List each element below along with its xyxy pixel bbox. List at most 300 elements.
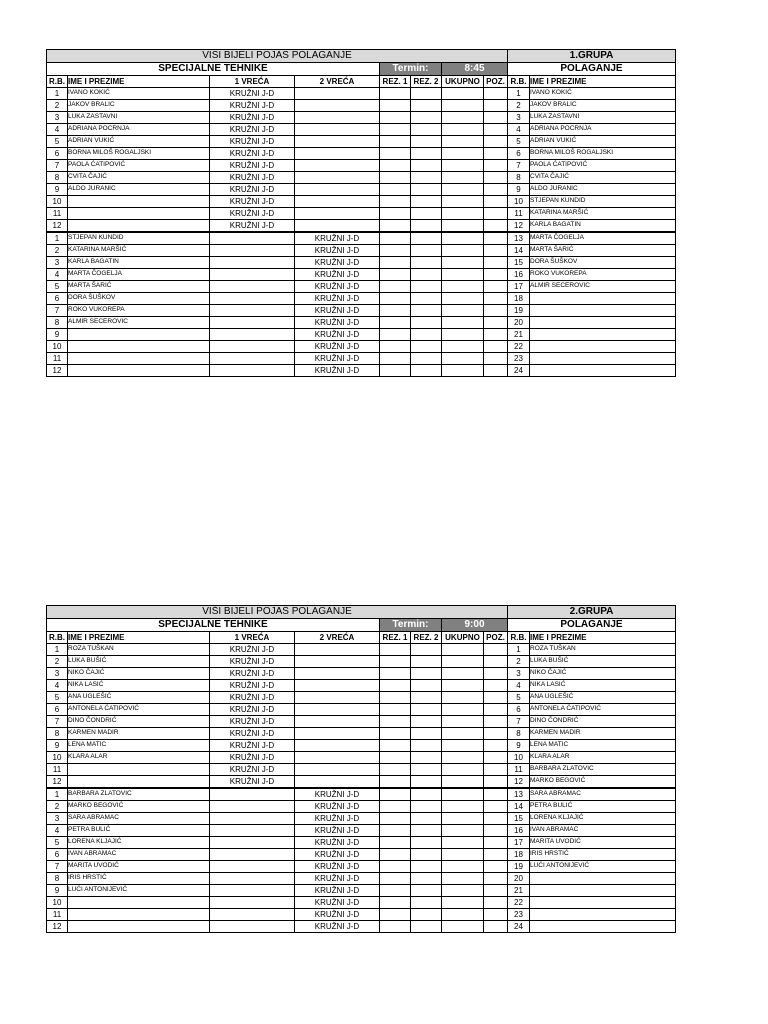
result-2-cell[interactable] (411, 921, 442, 933)
result-2-cell[interactable] (411, 196, 442, 208)
result-1-cell[interactable] (380, 281, 411, 293)
position-cell[interactable] (484, 88, 508, 100)
position-cell[interactable] (484, 752, 508, 764)
result-2-cell[interactable] (411, 269, 442, 281)
total-cell[interactable] (442, 317, 484, 329)
participant-name[interactable]: KLARA ALAR (68, 752, 210, 764)
technique-bag-2[interactable]: KRUŽNI J-D (295, 788, 380, 801)
result-2-cell[interactable] (411, 184, 442, 196)
technique-bag-2[interactable] (295, 704, 380, 716)
technique-bag-1[interactable] (210, 921, 295, 933)
technique-bag-1[interactable]: KRUŽNI J-D (210, 740, 295, 752)
result-2-cell[interactable] (411, 692, 442, 704)
total-cell[interactable] (442, 232, 484, 245)
total-cell[interactable] (442, 365, 484, 377)
result-1-cell[interactable] (380, 293, 411, 305)
technique-bag-1[interactable] (210, 365, 295, 377)
exam-participant-name[interactable] (530, 897, 676, 909)
position-cell[interactable] (484, 281, 508, 293)
technique-bag-2[interactable] (295, 740, 380, 752)
participant-name[interactable]: IVANO KOKIĆ (68, 88, 210, 100)
result-1-cell[interactable] (380, 909, 411, 921)
total-cell[interactable] (442, 656, 484, 668)
position-cell[interactable] (484, 897, 508, 909)
technique-bag-2[interactable]: KRUŽNI J-D (295, 353, 380, 365)
result-2-cell[interactable] (411, 752, 442, 764)
result-1-cell[interactable] (380, 656, 411, 668)
total-cell[interactable] (442, 728, 484, 740)
participant-name[interactable] (68, 365, 210, 377)
position-cell[interactable] (484, 801, 508, 813)
total-cell[interactable] (442, 353, 484, 365)
exam-participant-name[interactable] (530, 341, 676, 353)
technique-bag-2[interactable] (295, 172, 380, 184)
exam-participant-name[interactable]: ANA UGLEŠIĆ (530, 692, 676, 704)
technique-bag-1[interactable]: KRUŽNI J-D (210, 172, 295, 184)
technique-bag-2[interactable] (295, 196, 380, 208)
participant-name[interactable]: IVAN ABRAMAC (68, 849, 210, 861)
total-cell[interactable] (442, 196, 484, 208)
exam-participant-name[interactable]: LUĆI ANTONIJEVIĆ (530, 861, 676, 873)
exam-participant-name[interactable]: ANTONELA ĆATIPOVIĆ (530, 704, 676, 716)
technique-bag-1[interactable] (210, 329, 295, 341)
total-cell[interactable] (442, 341, 484, 353)
exam-participant-name[interactable] (530, 305, 676, 317)
technique-bag-1[interactable]: KRUŽNI J-D (210, 184, 295, 196)
position-cell[interactable] (484, 160, 508, 172)
position-cell[interactable] (484, 100, 508, 112)
result-2-cell[interactable] (411, 728, 442, 740)
result-1-cell[interactable] (380, 184, 411, 196)
technique-bag-1[interactable] (210, 897, 295, 909)
exam-participant-name[interactable] (530, 293, 676, 305)
total-cell[interactable] (442, 208, 484, 220)
position-cell[interactable] (484, 257, 508, 269)
result-2-cell[interactable] (411, 148, 442, 160)
technique-bag-1[interactable]: KRUŽNI J-D (210, 88, 295, 100)
result-2-cell[interactable] (411, 656, 442, 668)
result-2-cell[interactable] (411, 317, 442, 329)
technique-bag-2[interactable]: KRUŽNI J-D (295, 873, 380, 885)
position-cell[interactable] (484, 716, 508, 728)
technique-bag-1[interactable] (210, 245, 295, 257)
technique-bag-1[interactable]: KRUŽNI J-D (210, 220, 295, 233)
position-cell[interactable] (484, 740, 508, 752)
exam-participant-name[interactable]: KLARA ALAR (530, 752, 676, 764)
result-2-cell[interactable] (411, 100, 442, 112)
exam-participant-name[interactable] (530, 921, 676, 933)
participant-name[interactable]: DORA ŠUŠKOV (68, 293, 210, 305)
exam-participant-name[interactable]: ALDO JURANIC (530, 184, 676, 196)
exam-participant-name[interactable]: STJEPAN KUNDID (530, 196, 676, 208)
exam-participant-name[interactable]: LENA MATIC (530, 740, 676, 752)
position-cell[interactable] (484, 644, 508, 656)
total-cell[interactable] (442, 909, 484, 921)
result-1-cell[interactable] (380, 353, 411, 365)
exam-participant-name[interactable]: ADRIAN VUKIĆ (530, 136, 676, 148)
result-1-cell[interactable] (380, 232, 411, 245)
participant-name[interactable]: ALMIR SECEROVIC (68, 317, 210, 329)
technique-bag-1[interactable] (210, 849, 295, 861)
result-1-cell[interactable] (380, 716, 411, 728)
participant-name[interactable]: PETRA BULIĆ (68, 825, 210, 837)
position-cell[interactable] (484, 148, 508, 160)
technique-bag-2[interactable]: KRUŽNI J-D (295, 825, 380, 837)
result-1-cell[interactable] (380, 680, 411, 692)
result-1-cell[interactable] (380, 112, 411, 124)
participant-name[interactable] (68, 764, 210, 776)
exam-participant-name[interactable]: MARTA ČOGELJA (530, 232, 676, 245)
exam-participant-name[interactable]: PAOLA ĆATIPOVIĆ (530, 160, 676, 172)
exam-participant-name[interactable]: KATARINA MARŠIĆ (530, 208, 676, 220)
total-cell[interactable] (442, 136, 484, 148)
technique-bag-2[interactable]: KRUŽNI J-D (295, 849, 380, 861)
technique-bag-1[interactable] (210, 257, 295, 269)
technique-bag-1[interactable] (210, 269, 295, 281)
total-cell[interactable] (442, 124, 484, 136)
exam-participant-name[interactable]: IVANO KOKIĆ (530, 88, 676, 100)
result-2-cell[interactable] (411, 909, 442, 921)
exam-participant-name[interactable] (530, 317, 676, 329)
result-1-cell[interactable] (380, 801, 411, 813)
technique-bag-2[interactable]: KRUŽNI J-D (295, 257, 380, 269)
total-cell[interactable] (442, 897, 484, 909)
position-cell[interactable] (484, 317, 508, 329)
technique-bag-2[interactable]: KRUŽNI J-D (295, 885, 380, 897)
technique-bag-1[interactable]: KRUŽNI J-D (210, 136, 295, 148)
technique-bag-1[interactable]: KRUŽNI J-D (210, 196, 295, 208)
technique-bag-1[interactable] (210, 801, 295, 813)
position-cell[interactable] (484, 764, 508, 776)
result-2-cell[interactable] (411, 813, 442, 825)
total-cell[interactable] (442, 921, 484, 933)
total-cell[interactable] (442, 293, 484, 305)
result-2-cell[interactable] (411, 861, 442, 873)
total-cell[interactable] (442, 873, 484, 885)
participant-name[interactable]: JAKOV BRALIC (68, 100, 210, 112)
participant-name[interactable]: ANA UGLEŠIĆ (68, 692, 210, 704)
result-2-cell[interactable] (411, 776, 442, 789)
technique-bag-1[interactable]: KRUŽNI J-D (210, 656, 295, 668)
technique-bag-2[interactable] (295, 124, 380, 136)
technique-bag-2[interactable] (295, 764, 380, 776)
technique-bag-1[interactable] (210, 293, 295, 305)
technique-bag-1[interactable]: KRUŽNI J-D (210, 716, 295, 728)
total-cell[interactable] (442, 160, 484, 172)
exam-participant-name[interactable]: MARTA ŠARIĆ (530, 245, 676, 257)
result-2-cell[interactable] (411, 208, 442, 220)
position-cell[interactable] (484, 776, 508, 789)
participant-name[interactable]: ADRIANA POCRNJA (68, 124, 210, 136)
result-2-cell[interactable] (411, 885, 442, 897)
technique-bag-2[interactable] (295, 656, 380, 668)
participant-name[interactable]: KATARINA MARŠIĆ (68, 245, 210, 257)
participant-name[interactable]: KARLA BAGATIN (68, 257, 210, 269)
participant-name[interactable]: IRIS HRSTIĆ (68, 873, 210, 885)
total-cell[interactable] (442, 668, 484, 680)
participant-name[interactable]: MARKO BEGOVIĆ (68, 801, 210, 813)
exam-participant-name[interactable] (530, 353, 676, 365)
technique-bag-2[interactable] (295, 160, 380, 172)
technique-bag-2[interactable]: KRUŽNI J-D (295, 317, 380, 329)
result-1-cell[interactable] (380, 764, 411, 776)
technique-bag-2[interactable]: KRUŽNI J-D (295, 269, 380, 281)
technique-bag-1[interactable]: KRUŽNI J-D (210, 644, 295, 656)
technique-bag-2[interactable]: KRUŽNI J-D (295, 909, 380, 921)
technique-bag-1[interactable]: KRUŽNI J-D (210, 124, 295, 136)
technique-bag-1[interactable]: KRUŽNI J-D (210, 148, 295, 160)
technique-bag-2[interactable]: KRUŽNI J-D (295, 897, 380, 909)
technique-bag-1[interactable]: KRUŽNI J-D (210, 692, 295, 704)
position-cell[interactable] (484, 329, 508, 341)
result-1-cell[interactable] (380, 873, 411, 885)
total-cell[interactable] (442, 269, 484, 281)
total-cell[interactable] (442, 776, 484, 789)
technique-bag-2[interactable]: KRUŽNI J-D (295, 813, 380, 825)
total-cell[interactable] (442, 825, 484, 837)
position-cell[interactable] (484, 341, 508, 353)
result-2-cell[interactable] (411, 644, 442, 656)
result-2-cell[interactable] (411, 136, 442, 148)
result-2-cell[interactable] (411, 788, 442, 801)
technique-bag-1[interactable] (210, 317, 295, 329)
position-cell[interactable] (484, 728, 508, 740)
result-2-cell[interactable] (411, 281, 442, 293)
technique-bag-1[interactable]: KRUŽNI J-D (210, 776, 295, 789)
total-cell[interactable] (442, 112, 484, 124)
participant-name[interactable]: NIKA LASIĆ (68, 680, 210, 692)
technique-bag-2[interactable] (295, 716, 380, 728)
participant-name[interactable]: STJEPAN KUNDID (68, 232, 210, 245)
result-1-cell[interactable] (380, 849, 411, 861)
participant-name[interactable]: MARITA UVODIĆ (68, 861, 210, 873)
technique-bag-2[interactable] (295, 112, 380, 124)
result-1-cell[interactable] (380, 148, 411, 160)
exam-participant-name[interactable]: JAKOV BRALIC (530, 100, 676, 112)
result-2-cell[interactable] (411, 897, 442, 909)
total-cell[interactable] (442, 813, 484, 825)
result-1-cell[interactable] (380, 245, 411, 257)
participant-name[interactable]: ROZA TUŠKAN (68, 644, 210, 656)
exam-participant-name[interactable]: DORA ŠUŠKOV (530, 257, 676, 269)
total-cell[interactable] (442, 788, 484, 801)
total-cell[interactable] (442, 100, 484, 112)
participant-name[interactable]: ANTONELA ĆATIPOVIĆ (68, 704, 210, 716)
exam-participant-name[interactable] (530, 365, 676, 377)
technique-bag-2[interactable] (295, 752, 380, 764)
total-cell[interactable] (442, 148, 484, 160)
result-1-cell[interactable] (380, 100, 411, 112)
result-1-cell[interactable] (380, 921, 411, 933)
total-cell[interactable] (442, 172, 484, 184)
participant-name[interactable]: CVITA ČAJIĆ (68, 172, 210, 184)
result-2-cell[interactable] (411, 764, 442, 776)
participant-name[interactable] (68, 220, 210, 233)
technique-bag-1[interactable] (210, 825, 295, 837)
technique-bag-2[interactable] (295, 136, 380, 148)
result-2-cell[interactable] (411, 112, 442, 124)
technique-bag-2[interactable] (295, 668, 380, 680)
exam-participant-name[interactable]: PETRA BULIĆ (530, 801, 676, 813)
participant-name[interactable]: KARMEN MADIR (68, 728, 210, 740)
position-cell[interactable] (484, 136, 508, 148)
result-1-cell[interactable] (380, 704, 411, 716)
exam-participant-name[interactable]: IRIS HRSTIĆ (530, 849, 676, 861)
result-1-cell[interactable] (380, 837, 411, 849)
technique-bag-1[interactable] (210, 861, 295, 873)
technique-bag-2[interactable] (295, 148, 380, 160)
participant-name[interactable] (68, 341, 210, 353)
exam-participant-name[interactable]: BORNA MILOŠ ROGALJSKI (530, 148, 676, 160)
position-cell[interactable] (484, 172, 508, 184)
result-1-cell[interactable] (380, 317, 411, 329)
participant-name[interactable]: LORENA KLJAJIĆ (68, 837, 210, 849)
total-cell[interactable] (442, 837, 484, 849)
result-1-cell[interactable] (380, 124, 411, 136)
exam-participant-name[interactable] (530, 909, 676, 921)
result-1-cell[interactable] (380, 160, 411, 172)
total-cell[interactable] (442, 885, 484, 897)
technique-bag-2[interactable]: KRUŽNI J-D (295, 365, 380, 377)
technique-bag-2[interactable]: KRUŽNI J-D (295, 801, 380, 813)
total-cell[interactable] (442, 257, 484, 269)
participant-name[interactable] (68, 196, 210, 208)
position-cell[interactable] (484, 680, 508, 692)
total-cell[interactable] (442, 644, 484, 656)
exam-participant-name[interactable]: SARA ABRAMAC (530, 788, 676, 801)
participant-name[interactable]: ALDO JURANIC (68, 184, 210, 196)
participant-name[interactable]: SARA ABRAMAC (68, 813, 210, 825)
technique-bag-1[interactable] (210, 305, 295, 317)
total-cell[interactable] (442, 849, 484, 861)
technique-bag-2[interactable] (295, 208, 380, 220)
result-2-cell[interactable] (411, 740, 442, 752)
participant-name[interactable] (68, 909, 210, 921)
total-cell[interactable] (442, 305, 484, 317)
technique-bag-1[interactable] (210, 353, 295, 365)
technique-bag-2[interactable] (295, 100, 380, 112)
total-cell[interactable] (442, 740, 484, 752)
result-1-cell[interactable] (380, 740, 411, 752)
position-cell[interactable] (484, 692, 508, 704)
result-2-cell[interactable] (411, 257, 442, 269)
position-cell[interactable] (484, 704, 508, 716)
result-2-cell[interactable] (411, 305, 442, 317)
position-cell[interactable] (484, 305, 508, 317)
technique-bag-1[interactable]: KRUŽNI J-D (210, 704, 295, 716)
result-2-cell[interactable] (411, 293, 442, 305)
result-2-cell[interactable] (411, 680, 442, 692)
result-1-cell[interactable] (380, 208, 411, 220)
participant-name[interactable]: BARBARA ZLATOVIC (68, 788, 210, 801)
total-cell[interactable] (442, 764, 484, 776)
total-cell[interactable] (442, 220, 484, 233)
position-cell[interactable] (484, 909, 508, 921)
result-2-cell[interactable] (411, 341, 442, 353)
result-1-cell[interactable] (380, 88, 411, 100)
result-2-cell[interactable] (411, 801, 442, 813)
exam-participant-name[interactable]: ROKO VUKOREPA (530, 269, 676, 281)
position-cell[interactable] (484, 656, 508, 668)
position-cell[interactable] (484, 353, 508, 365)
participant-name[interactable]: BORNA MILOŠ ROGALJSKI (68, 148, 210, 160)
technique-bag-2[interactable]: KRUŽNI J-D (295, 293, 380, 305)
technique-bag-2[interactable] (295, 680, 380, 692)
technique-bag-2[interactable] (295, 692, 380, 704)
result-1-cell[interactable] (380, 897, 411, 909)
technique-bag-1[interactable]: KRUŽNI J-D (210, 668, 295, 680)
technique-bag-1[interactable]: KRUŽNI J-D (210, 160, 295, 172)
participant-name[interactable] (68, 897, 210, 909)
participant-name[interactable]: MARTA ČOGELJA (68, 269, 210, 281)
result-2-cell[interactable] (411, 172, 442, 184)
result-1-cell[interactable] (380, 885, 411, 897)
position-cell[interactable] (484, 365, 508, 377)
technique-bag-1[interactable]: KRUŽNI J-D (210, 208, 295, 220)
exam-participant-name[interactable]: CVITA ČAJIĆ (530, 172, 676, 184)
participant-name[interactable]: LUKA ZASTAVNI (68, 112, 210, 124)
result-1-cell[interactable] (380, 728, 411, 740)
technique-bag-2[interactable]: KRUŽNI J-D (295, 861, 380, 873)
result-1-cell[interactable] (380, 365, 411, 377)
technique-bag-2[interactable]: KRUŽNI J-D (295, 329, 380, 341)
participant-name[interactable]: PAOLA ĆATIPOVIĆ (68, 160, 210, 172)
technique-bag-1[interactable]: KRUŽNI J-D (210, 680, 295, 692)
result-1-cell[interactable] (380, 329, 411, 341)
position-cell[interactable] (484, 837, 508, 849)
result-1-cell[interactable] (380, 776, 411, 789)
participant-name[interactable] (68, 921, 210, 933)
technique-bag-1[interactable] (210, 873, 295, 885)
position-cell[interactable] (484, 232, 508, 245)
position-cell[interactable] (484, 124, 508, 136)
technique-bag-2[interactable]: KRUŽNI J-D (295, 921, 380, 933)
position-cell[interactable] (484, 825, 508, 837)
result-2-cell[interactable] (411, 245, 442, 257)
technique-bag-2[interactable] (295, 88, 380, 100)
exam-participant-name[interactable]: ROZA TUŠKAN (530, 644, 676, 656)
result-2-cell[interactable] (411, 353, 442, 365)
participant-name[interactable]: ADRIAN VUKIĆ (68, 136, 210, 148)
exam-participant-name[interactable]: ADRIANA POCRNJA (530, 124, 676, 136)
participant-name[interactable]: NIKO ČAJIĆ (68, 668, 210, 680)
result-2-cell[interactable] (411, 716, 442, 728)
position-cell[interactable] (484, 184, 508, 196)
technique-bag-2[interactable] (295, 184, 380, 196)
position-cell[interactable] (484, 269, 508, 281)
position-cell[interactable] (484, 208, 508, 220)
position-cell[interactable] (484, 849, 508, 861)
result-2-cell[interactable] (411, 160, 442, 172)
technique-bag-2[interactable] (295, 776, 380, 789)
total-cell[interactable] (442, 801, 484, 813)
result-1-cell[interactable] (380, 813, 411, 825)
position-cell[interactable] (484, 196, 508, 208)
total-cell[interactable] (442, 184, 484, 196)
technique-bag-2[interactable]: KRUŽNI J-D (295, 305, 380, 317)
total-cell[interactable] (442, 281, 484, 293)
result-1-cell[interactable] (380, 196, 411, 208)
technique-bag-1[interactable]: KRUŽNI J-D (210, 752, 295, 764)
technique-bag-1[interactable]: KRUŽNI J-D (210, 112, 295, 124)
exam-participant-name[interactable]: LUKA ZASTAVNI (530, 112, 676, 124)
technique-bag-1[interactable]: KRUŽNI J-D (210, 100, 295, 112)
participant-name[interactable]: ROKO VUKOREPA (68, 305, 210, 317)
participant-name[interactable] (68, 776, 210, 789)
technique-bag-2[interactable]: KRUŽNI J-D (295, 837, 380, 849)
result-2-cell[interactable] (411, 124, 442, 136)
total-cell[interactable] (442, 861, 484, 873)
